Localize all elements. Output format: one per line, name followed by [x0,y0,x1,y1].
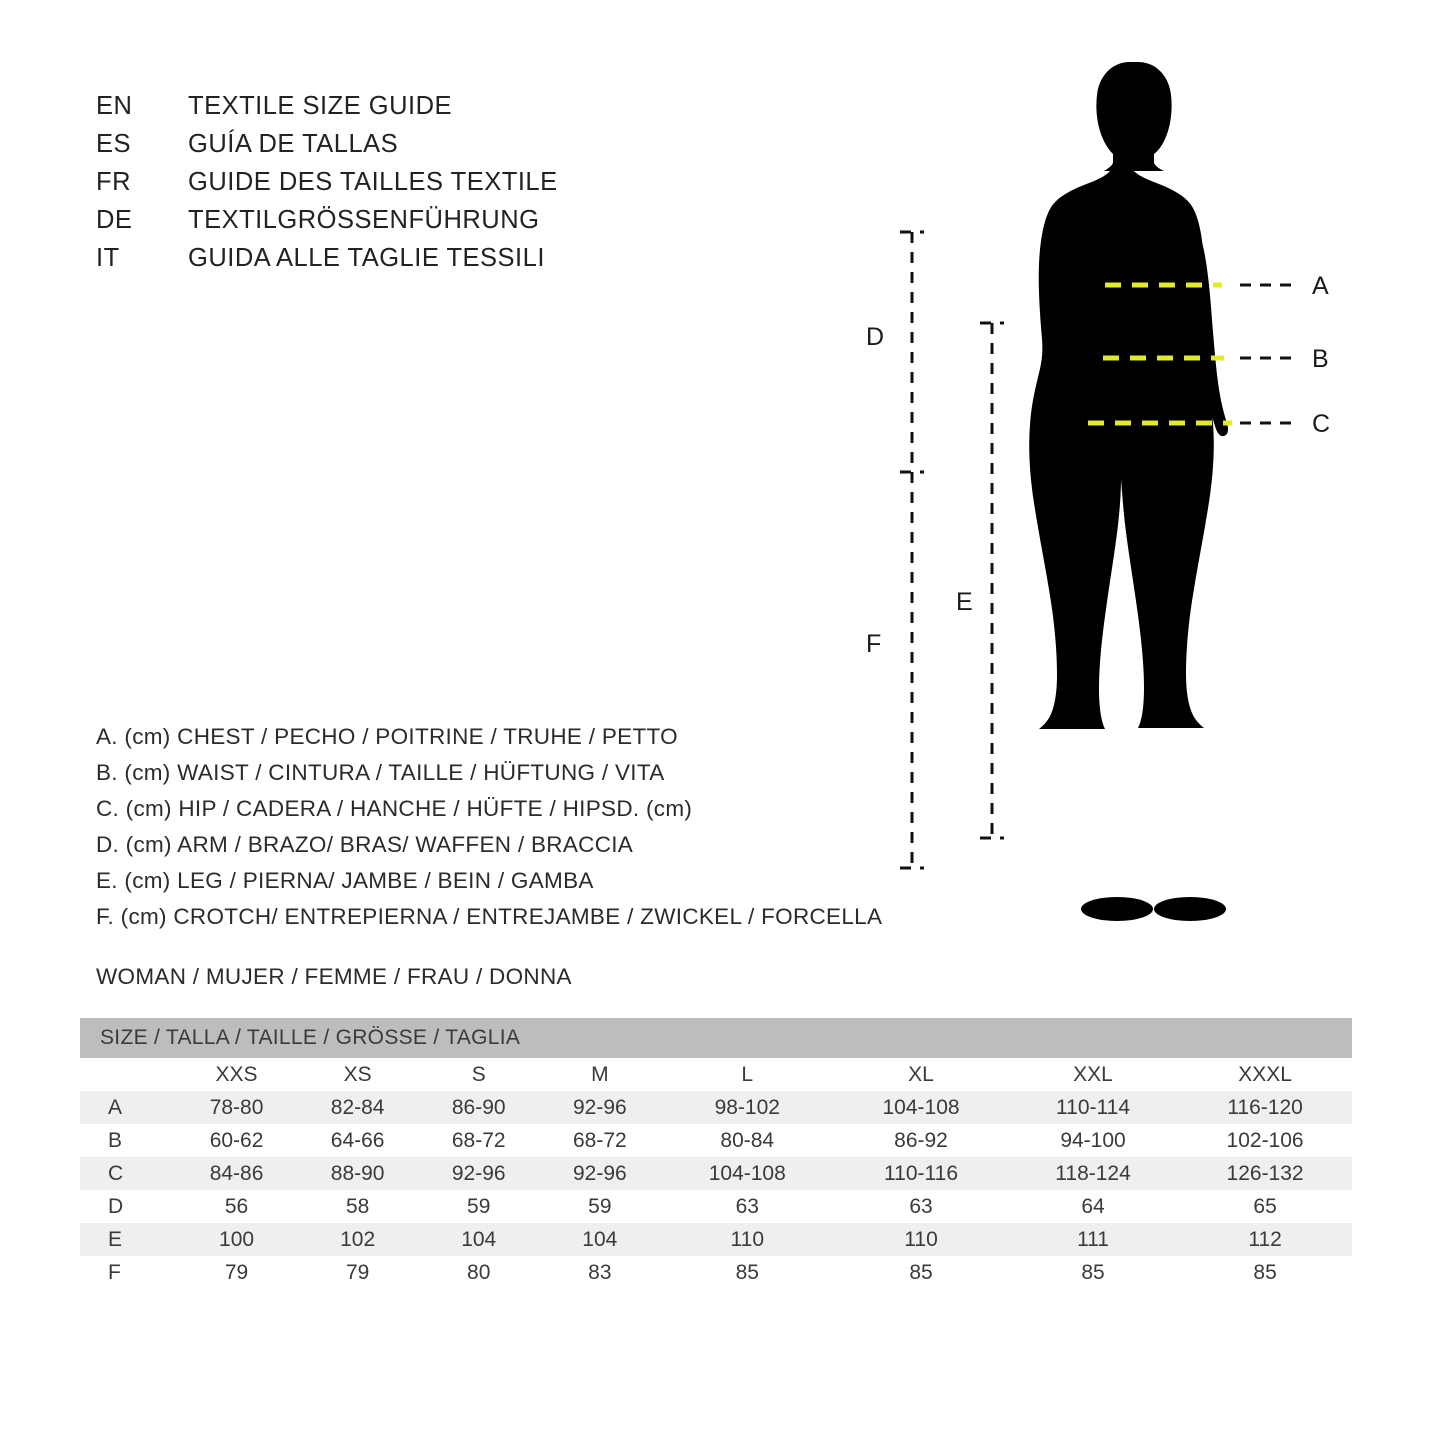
table-cell: 64-66 [297,1124,418,1157]
table-cell: 110-114 [1008,1091,1178,1124]
column-header-xs: XS [297,1058,418,1091]
row-label: D [80,1190,176,1223]
table-cell: 85 [1008,1256,1178,1289]
table-cell: 84-86 [176,1157,297,1190]
column-header-xl: XL [834,1058,1008,1091]
table-row [80,1091,1352,1124]
column-header-xxs: XXS [176,1058,297,1091]
title-row [96,168,736,206]
column-header-xxl: XXL [1008,1058,1178,1091]
title-text: TEXTILE SIZE GUIDE [188,92,453,120]
table-cell: 104 [418,1223,539,1256]
marker-label-c: C [1312,410,1331,438]
table-row [80,1223,1352,1256]
table-cell: 80 [418,1256,539,1289]
table-cell: 110-116 [834,1157,1008,1190]
table-cell: 94-100 [1008,1124,1178,1157]
table-cell: 63 [660,1190,834,1223]
row-label: A [80,1091,176,1124]
table-cell: 79 [297,1256,418,1289]
column-header [80,1058,176,1091]
table-cell: 59 [539,1190,660,1223]
row-label: C [80,1157,176,1190]
table-cell: 88-90 [297,1157,418,1190]
table-cell: 68-72 [539,1124,660,1157]
title-text: GUIDE DES TAILLES TEXTILE [188,168,558,196]
table-cell: 126-132 [1178,1157,1352,1190]
title-block [96,92,736,282]
size-table-caption: SIZE / TALLA / TAILLE / GRÖSSE / TAGLIA [80,1018,1352,1058]
table-cell: 102 [297,1223,418,1256]
row-label: B [80,1124,176,1157]
table-cell: 118-124 [1008,1157,1178,1190]
legend-item-c: C. (cm) HIP / CADERA / HANCHE / HÜFTE / HIPSD. (cm) [96,796,693,821]
table-cell: 79 [176,1256,297,1289]
title-text: TEXTILGRÖSSENFÜHRUNG [188,206,540,234]
table-cell: 92-96 [418,1157,539,1190]
table-cell: 80-84 [660,1124,834,1157]
legend-item-b: B. (cm) WAIST / CINTURA / TAILLE / HÜFTUNG / VITA [96,760,665,785]
table-cell: 85 [1178,1256,1352,1289]
table-cell: 92-96 [539,1157,660,1190]
gender-label: WOMAN / MUJER / FEMME / FRAU / DONNA [96,964,572,989]
table-cell: 59 [418,1190,539,1223]
size-table [80,1018,1352,1289]
table-cell: 64 [1008,1190,1178,1223]
table-cell: 86-90 [418,1091,539,1124]
table-cell: 102-106 [1178,1124,1352,1157]
table-header-row [80,1058,1352,1091]
table-cell: 65 [1178,1190,1352,1223]
table-cell: 104-108 [834,1091,1008,1124]
bracket-label-e: E [956,588,973,616]
table-row [80,1157,1352,1190]
table-cell: 56 [176,1190,297,1223]
title-row [96,130,736,168]
table-cell: 111 [1008,1223,1178,1256]
table-row [80,1256,1352,1289]
row-label: F [80,1256,176,1289]
table-cell: 83 [539,1256,660,1289]
language-code: FR [96,168,131,196]
table-cell: 86-92 [834,1124,1008,1157]
legend-item-e: E. (cm) LEG / PIERNA/ JAMBE / BEIN / GAMBA [96,868,594,893]
table-cell: 116-120 [1178,1091,1352,1124]
table-cell: 92-96 [539,1091,660,1124]
marker-label-a: A [1312,272,1329,300]
legend-block [96,724,916,940]
table-cell: 104-108 [660,1157,834,1190]
table-cell: 58 [297,1190,418,1223]
table-cell: 82-84 [297,1091,418,1124]
title-row [96,206,736,244]
bracket-label-f: F [866,630,882,658]
table-cell: 78-80 [176,1091,297,1124]
table-cell: 112 [1178,1223,1352,1256]
table-row [80,1190,1352,1223]
legend-item-f: F. (cm) CROTCH/ ENTREPIERNA / ENTREJAMBE / ZWICKEL / FORCELLA [96,904,883,929]
bracket-e [980,323,1004,838]
language-code: IT [96,244,120,272]
column-header-xxxl: XXXL [1178,1058,1352,1091]
table-row [80,1124,1352,1157]
table-cell: 100 [176,1223,297,1256]
language-code: DE [96,206,133,234]
table-cell: 63 [834,1190,1008,1223]
woman-silhouette [1029,62,1228,921]
table-cell: 110 [660,1223,834,1256]
row-label: E [80,1223,176,1256]
legend-item-d: D. (cm) ARM / BRAZO/ BRAS/ WAFFEN / BRACCIA [96,832,634,857]
table-cell: 68-72 [418,1124,539,1157]
table-cell: 60-62 [176,1124,297,1157]
column-header-m: M [539,1058,660,1091]
table-cell: 104 [539,1223,660,1256]
language-code: ES [96,130,132,158]
title-text: GUIDA ALLE TAGLIE TESSILI [188,244,545,272]
title-text: GUÍA DE TALLAS [188,130,399,158]
column-header-s: S [418,1058,539,1091]
marker-label-b: B [1312,345,1329,373]
table-cell: 85 [660,1256,834,1289]
column-header-l: L [660,1058,834,1091]
table-cell: 110 [834,1223,1008,1256]
table-cell: 85 [834,1256,1008,1289]
legend-item-a: A. (cm) CHEST / PECHO / POITRINE / TRUHE / PETTO [96,724,678,749]
language-code: EN [96,92,133,120]
bracket-d [900,232,924,472]
title-row [96,244,736,282]
title-row [96,92,736,130]
table-cell: 98-102 [660,1091,834,1124]
bracket-label-d: D [866,323,885,351]
